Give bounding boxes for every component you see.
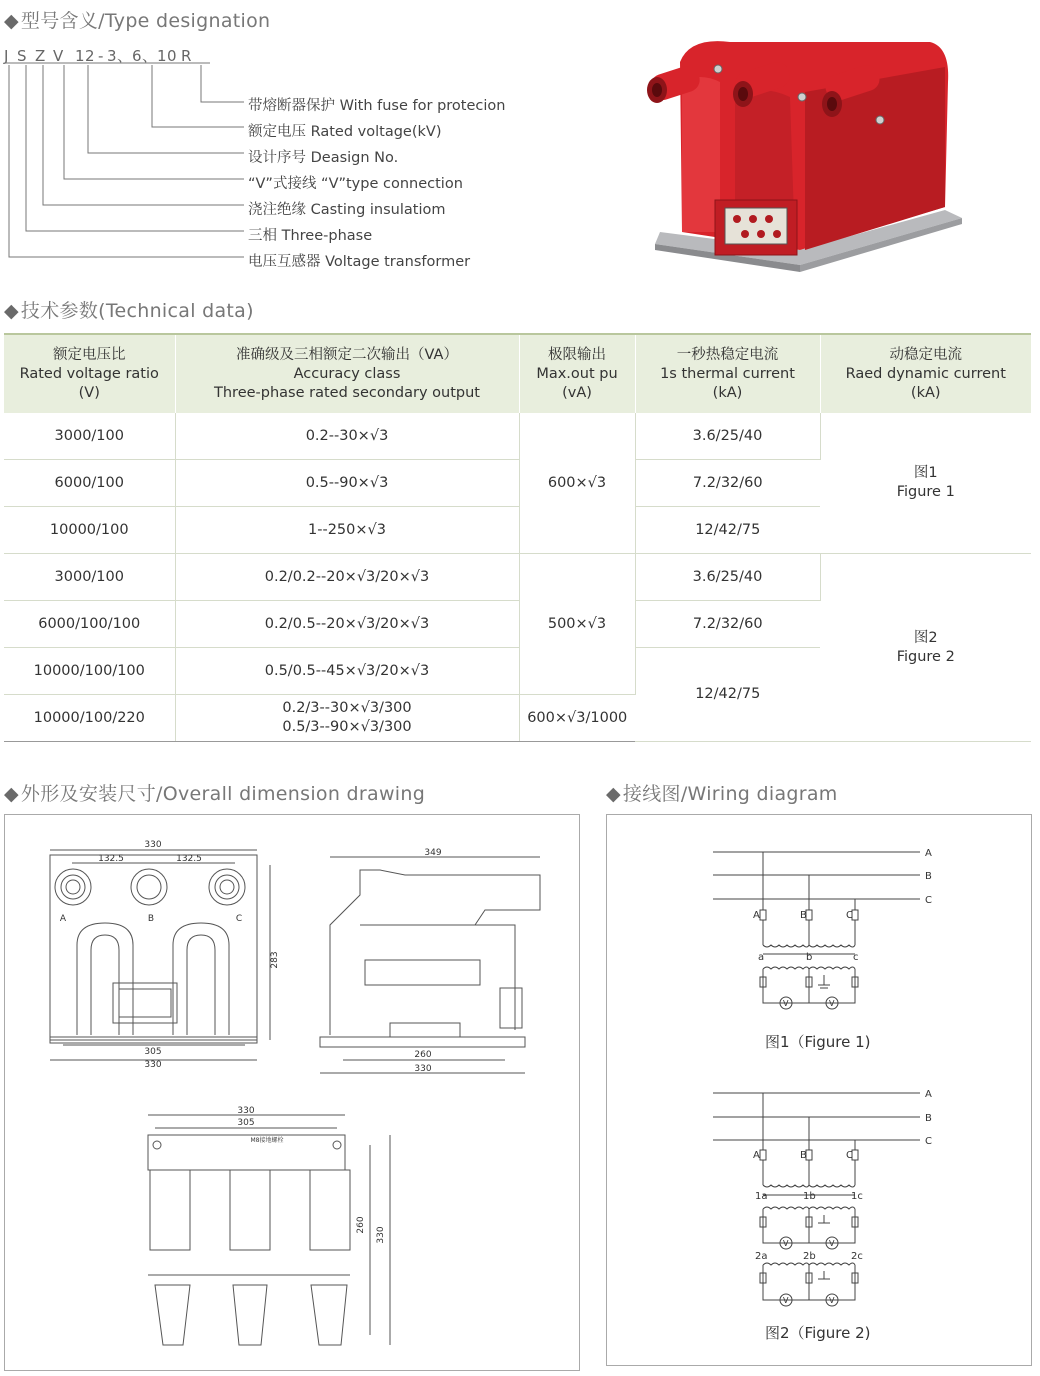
cell-thermal: 7.2/32/60 [635,601,820,648]
cell-max-output: 500×√3 [519,554,635,695]
dynamic-cn: 图1 [913,465,938,481]
designation-desc: 带熔断器保护 With fuse for protecion [248,98,506,114]
voltmeter-label: V [783,1296,789,1305]
dimension-drawing-title-text: 外形及安装尺寸/Overall dimension drawing [20,783,426,805]
bus-label: B [925,871,932,882]
secondary-label: 2c [851,1251,863,1262]
terminal-label: B [147,914,155,924]
voltmeter-label: V [829,999,835,1008]
top-width-label: 330 [237,1106,255,1116]
voltmeter-label: V [829,1239,835,1248]
dimension-drawing-title [4,779,425,806]
primary-label: B [800,1150,807,1161]
type-designation-title-text: 型号含义/Type designation [20,10,271,32]
accuracy-line: 0.5/3--90×√3/300 [282,719,412,735]
code-letter: 、 [142,47,158,65]
header-line: (V) [78,384,100,401]
diamond-icon: ◆ [4,10,19,32]
table-header-row [4,334,1031,413]
ground-bolt-label: M8接地螺栓 [250,1137,284,1144]
header-dynamic-current [820,334,1031,413]
primary-label: A [753,910,760,921]
terminal-label: A [59,914,67,924]
side-length-label: 349 [424,848,442,858]
header-line: Raed dynamic current [845,365,1006,382]
header-line: Three-phase rated secondary output [214,384,480,401]
code-letter: J [4,47,9,65]
cell-dynamic [820,554,1031,742]
cell-max-output: 600×√3 [519,413,635,554]
primary-label: C [846,910,853,921]
top-view [148,1115,390,1345]
wiring-diagram-box [606,814,1032,1366]
header-line: (kA) [712,384,743,401]
voltmeter-label: V [829,1296,835,1305]
header-line: (vA) [562,384,592,401]
cell-ratio: 3000/100 [4,413,175,460]
code-letter: V [53,47,64,65]
designation-desc: 设计序号 Deasign No. [248,150,399,166]
header-line: 1s thermal current [660,365,795,382]
cell-ratio: 6000/100 [4,460,175,507]
cell-dynamic [820,413,1031,554]
header-line: 一秒热稳定电流 [676,346,779,363]
table-row [4,413,1031,460]
cell-accuracy: 0.5/0.5--45×√3/20×√3 [175,648,519,695]
side-base-inner-label: 260 [414,1050,432,1060]
cell-thermal: 7.2/32/60 [635,460,820,507]
bus-label: A [925,1089,932,1100]
secondary-label: 1a [755,1191,768,1202]
dimension-drawings [5,815,579,1370]
primary-label: A [753,1150,760,1161]
header-line: (kA) [910,384,941,401]
header-line: Rated voltage ratio [19,365,159,382]
cell-accuracy [175,695,519,742]
designation-desc: 三相 Three-phase [248,228,373,244]
code-letter: 10 [157,47,178,65]
voltmeter-label: V [783,999,789,1008]
header-line: 额定电压比 [53,346,126,363]
diamond-icon: ◆ [606,783,621,805]
secondary-label: 1c [851,1191,863,1202]
accuracy-line: 0.2/3--30×√3/300 [282,700,412,716]
secondary-label: b [806,952,813,963]
cell-accuracy: 0.5--90×√3 [175,460,519,507]
cell-ratio: 10000/100/100 [4,648,175,695]
code-letter: 12 [75,47,96,65]
front-width-label: 330 [144,840,162,850]
header-thermal-current [635,334,820,413]
code-letter: R [181,47,192,65]
front-base-outer-label: 330 [144,1060,162,1070]
primary-label: B [800,910,807,921]
header-line: 准确级及三相额定二次输出（VA） [236,346,458,363]
figure-1-caption: 图1（Figure 1) [765,1033,871,1051]
top-depth-inner-label: 260 [356,1216,366,1234]
designation-desc: 浇注绝缘 Casting insulatiom [248,202,446,218]
figure-2-caption: 图2（Figure 2) [765,1324,871,1342]
technical-data-title [4,296,254,323]
side-view [320,857,540,1073]
code-letter: 3 [107,47,118,65]
code-letter: - [98,47,104,65]
bus-label: C [925,1136,932,1147]
header-voltage-ratio [4,334,175,413]
top-depth-outer-label: 330 [376,1226,386,1244]
secondary-label: 2a [755,1251,768,1262]
header-line: Accuracy class [293,365,401,382]
cell-max-output: 600×√3/1000 [519,695,635,742]
secondary-label: a [758,952,765,963]
cell-ratio: 10000/100/220 [4,695,175,742]
designation-desc: 额定电压 Rated voltage(kV) [248,124,442,140]
side-base-outer-label: 330 [414,1064,432,1074]
dimension-drawing-box [4,814,580,1371]
cell-ratio: 10000/100 [4,507,175,554]
cell-accuracy: 0.2/0.2--20×√3/20×√3 [175,554,519,601]
wiring-diagram-title-text: 接线图/Wiring diagram [622,783,838,805]
dynamic-en: Figure 2 [896,648,955,665]
wiring-diagram-title [606,779,838,806]
code-letter: Z [35,47,46,65]
header-line: 动稳定电流 [889,346,962,363]
header-max-output [519,334,635,413]
cell-thermal: 12/42/75 [635,648,820,742]
cell-thermal: 3.6/25/40 [635,554,820,601]
table-row [4,554,1031,601]
header-accuracy [175,334,519,413]
secondary-label: c [853,952,859,963]
diamond-icon: ◆ [4,783,19,805]
code-letter: S [17,47,28,65]
voltmeter-label: V [783,1239,789,1248]
cell-accuracy: 0.2--30×√3 [175,413,519,460]
dynamic-cn: 图2 [913,629,938,646]
front-half-a-label: 132.5 [98,854,124,864]
top-inner-label: 305 [237,1118,255,1128]
designation-desc: 电压互感器 Voltage transformer [248,254,471,270]
cell-accuracy: 0.2/0.5--20×√3/20×√3 [175,601,519,648]
dynamic-en: Figure 1 [896,484,955,500]
cell-thermal: 3.6/25/40 [635,413,820,460]
terminal-label: C [235,914,243,924]
front-view [50,850,270,1060]
bus-label: C [925,895,932,906]
cell-ratio: 3000/100 [4,554,175,601]
cell-thermal: 12/42/75 [635,507,820,554]
front-base-inner-label: 305 [144,1047,162,1057]
header-line: Max.out pu [536,365,618,382]
bus-label: B [925,1113,932,1124]
technical-data-table [4,333,1031,742]
cell-ratio: 6000/100/100 [4,601,175,648]
front-half-b-label: 132.5 [176,854,202,864]
bus-label: A [925,848,932,859]
secondary-label: 2b [803,1251,816,1262]
wiring-diagrams [607,815,1031,1365]
diamond-icon: ◆ [4,300,19,322]
code-letter: 、 [117,47,133,65]
code-letter: 6 [132,47,143,65]
secondary-label: 1b [803,1191,816,1202]
cell-accuracy: 1--250×√3 [175,507,519,554]
primary-label: C [846,1150,853,1161]
designation-desc: “V”式接线 “V”type connection [248,176,463,192]
header-line: 极限输出 [548,346,606,363]
technical-data-title-text: 技术参数(Technical data) [20,300,254,322]
front-height-label: 283 [270,951,280,969]
product-photo [640,22,970,294]
